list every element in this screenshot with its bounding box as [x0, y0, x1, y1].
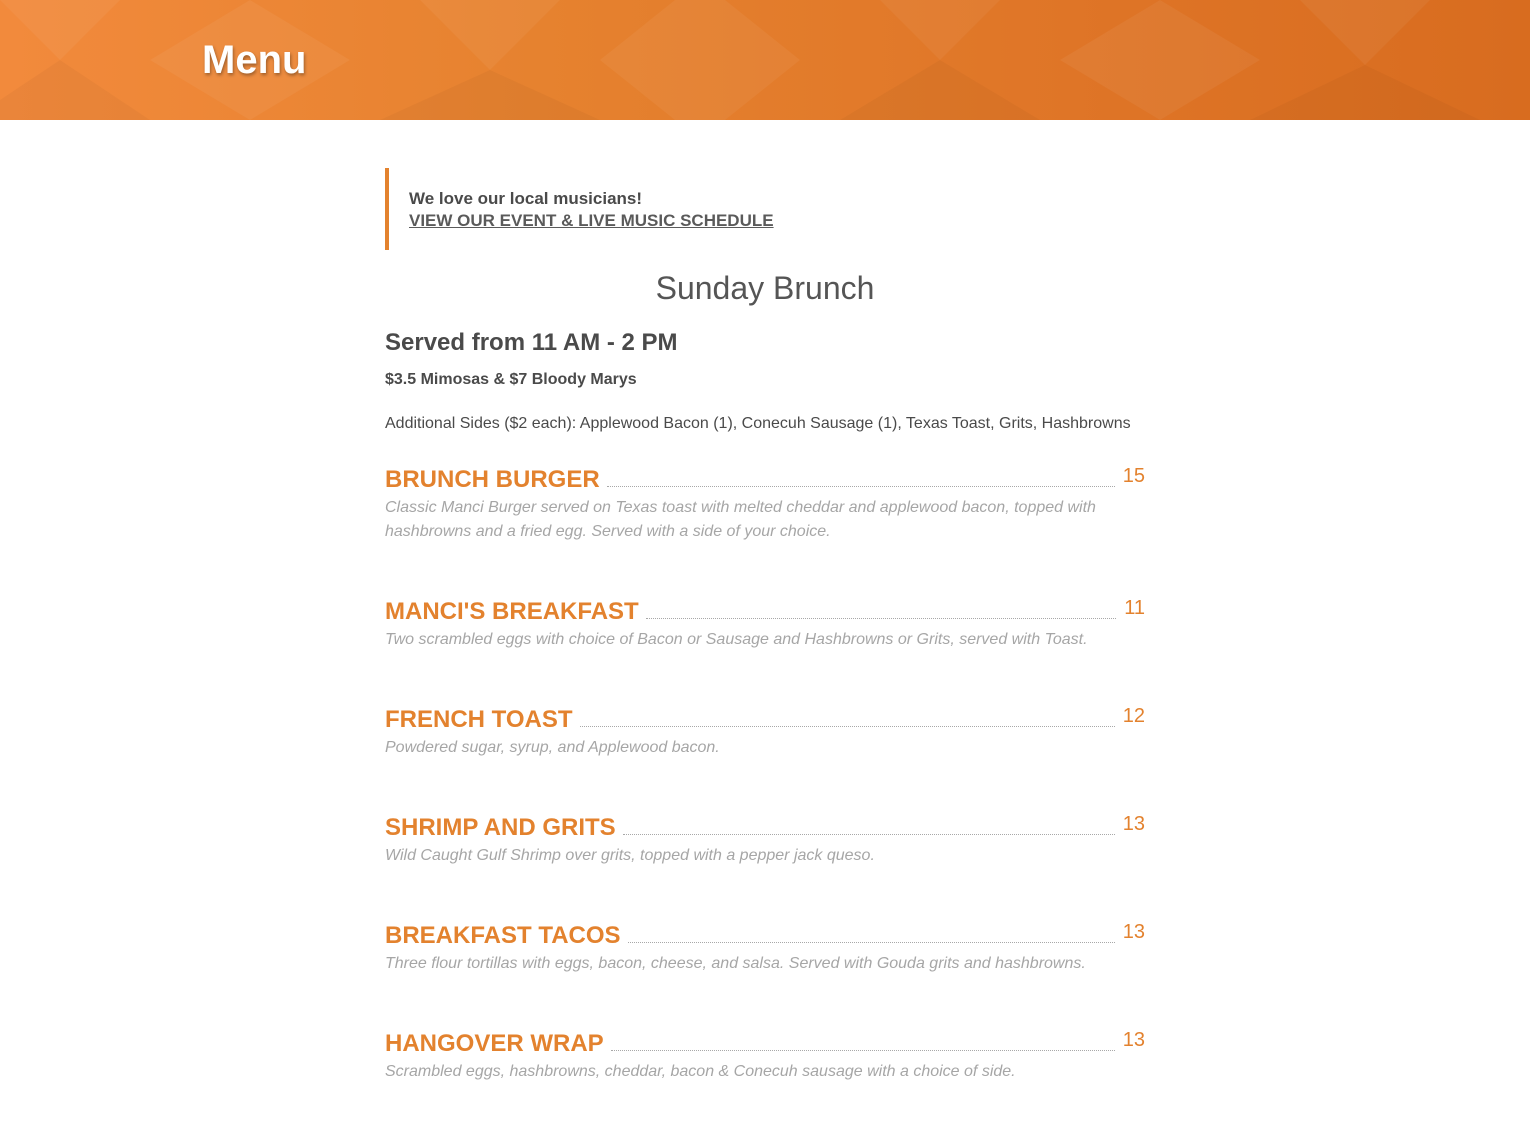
- header-banner: [0, 0, 1530, 120]
- event-schedule-link[interactable]: VIEW OUR EVENT & LIVE MUSIC SCHEDULE: [409, 211, 774, 230]
- menu-item-description: Wild Caught Gulf Shrimp over grits, topped with a pepper jack queso.: [385, 847, 875, 864]
- menu-item-name: BREAKFAST TACOS: [385, 922, 621, 949]
- menu-item-price: 13: [1122, 1029, 1145, 1051]
- section-title: Sunday Brunch: [655, 270, 875, 306]
- page-title: Menu: [202, 38, 307, 82]
- menu-content: [385, 168, 1145, 1134]
- dotted-leader: [580, 725, 1115, 727]
- menu-item: [385, 918, 1145, 976]
- menu-item-description: Three flour tortillas with eggs, bacon, cheese, and salsa. Served with Gouda grits and hashbrowns.: [385, 955, 1086, 972]
- menu-item-description: Two scrambled eggs with choice of Bacon or Sausage and Hashbrowns or Grits, served with Toast.: [385, 631, 1088, 648]
- menu-item: [385, 594, 1145, 652]
- menu-item-name: FRENCH TOAST: [385, 706, 573, 733]
- menu-item-price: 13: [1122, 921, 1145, 943]
- menu-item-description: Classic Manci Burger served on Texas toast with melted cheddar and applewood bacon, topped with hashbrowns and a fried egg. Served with a side of your choice.: [385, 499, 1096, 540]
- menu-item-price: 11: [1124, 597, 1145, 619]
- menu-item-description: Scrambled eggs, hashbrowns, cheddar, bacon & Conecuh sausage with a choice of side.: [385, 1063, 1016, 1080]
- notice-text: We love our local musicians!: [409, 189, 643, 208]
- menu-items: [385, 462, 1145, 1084]
- menu-item-name: SHRIMP AND GRITS: [385, 814, 616, 841]
- menu-item-price: 12: [1122, 705, 1145, 727]
- served-hours: Served from 11 AM - 2 PM: [385, 329, 678, 356]
- menu-item: [385, 462, 1145, 544]
- menu-item-price: 13: [1122, 813, 1145, 835]
- dotted-leader: [623, 833, 1115, 835]
- menu-item-name: MANCI'S BREAKFAST: [385, 598, 639, 625]
- drink-specials: $3.5 Mimosas & $7 Bloody Marys: [385, 371, 637, 388]
- dotted-leader: [611, 1049, 1115, 1051]
- dotted-leader: [646, 617, 1117, 619]
- menu-item: [385, 810, 1145, 868]
- menu-item-name: HANGOVER WRAP: [385, 1030, 604, 1057]
- menu-item-description: Powdered sugar, syrup, and Applewood bacon.: [385, 739, 720, 756]
- dotted-leader: [607, 485, 1115, 487]
- music-notice: [385, 168, 1145, 250]
- menu-item: [385, 702, 1145, 760]
- additional-sides: Additional Sides ($2 each): Applewood Bacon (1), Conecuh Sausage (1), Texas Toast, Grits, Hashbrowns: [385, 415, 1131, 432]
- menu-item: [385, 1026, 1145, 1084]
- menu-item-name: BRUNCH BURGER: [385, 466, 600, 493]
- dotted-leader: [628, 941, 1115, 943]
- menu-item-price: 15: [1122, 465, 1145, 487]
